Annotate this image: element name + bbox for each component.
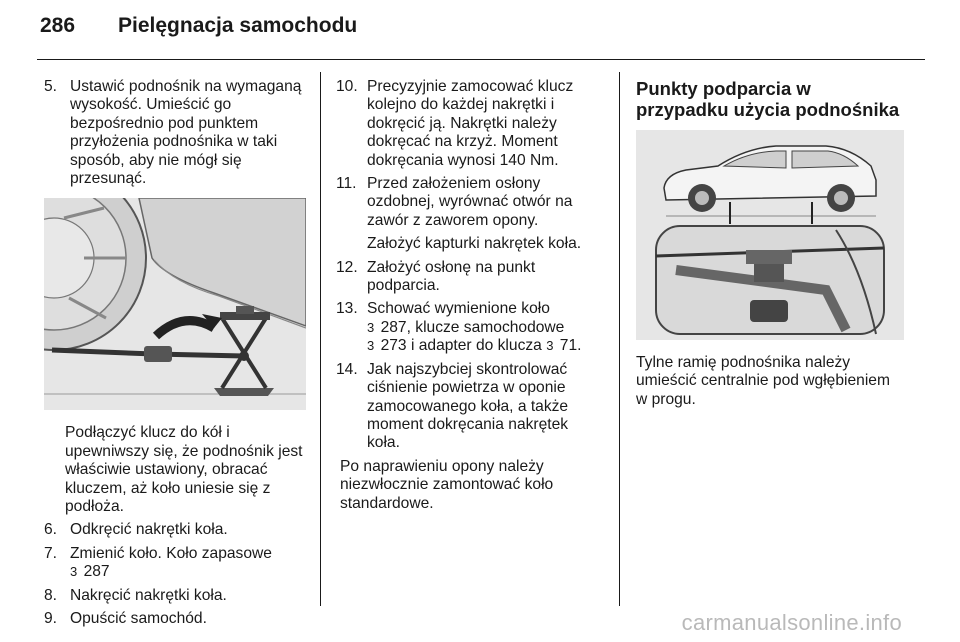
figure-caption: Tylne ramię podnośnika należy umieścić centralnie pod wgłębieniem w progu. — [636, 354, 890, 408]
step-12 — [336, 259, 594, 296]
step-8 — [44, 587, 306, 605]
header-rule — [37, 59, 925, 60]
step-6 — [44, 521, 306, 539]
closing-paragraph: Po naprawieniu opony należy niezwłocznie zamontować koło standardowe. — [340, 457, 554, 512]
step-10 — [336, 78, 594, 170]
step-number: 10. — [336, 78, 358, 95]
step-14 — [336, 361, 594, 453]
step-text: Opuścić samochód. — [70, 610, 207, 628]
step-9 — [44, 610, 306, 628]
jack-illustration — [44, 198, 306, 410]
step-text: Jak najszybciej skontrolować ciśnienie powietrza w oponie zamocowanego koła, a także moment dokręcania nakrętek koła. — [367, 360, 569, 452]
step-13 — [336, 300, 594, 355]
step-5-continuation: Podłączyć klucz do kół i upewniwszy się, że podnośnik jest właściwie ustawiony, obracać kluczem, aż koło uniesie się z podłoża. — [65, 424, 303, 516]
ref-suffix: i adapter do klucza — [406, 337, 542, 355]
page-reference-link[interactable]: 273 — [380, 337, 407, 355]
step-number: 11. — [336, 175, 357, 193]
cross-reference-arrow-icon: 3 — [70, 564, 78, 580]
step-number: 14. — [336, 360, 358, 378]
step-text: Nakręcić nakrętki koła. — [70, 586, 227, 604]
watermark: carmanualsonline.info — [681, 610, 902, 635]
cross-reference-arrow-icon: 3 — [367, 319, 375, 335]
step-number: 9. — [44, 610, 58, 628]
column-divider-1 — [320, 72, 321, 606]
step-text: Precyzyjnie zamocować klucz kolejno do każdej nakrętki i dokręcić ją. Nakrętki należy dokręcać na krzyż. Moment dokręcania wynosi 140 Nm. — [367, 78, 574, 169]
page-reference-link[interactable]: 71 — [559, 337, 578, 355]
page-number: 286 — [40, 14, 76, 37]
car-jacking-point-icon — [636, 130, 904, 340]
column-divider-2 — [619, 72, 620, 606]
chapter-title: Pielęgnacja samochodu — [118, 14, 358, 37]
ref-suffix: . — [577, 337, 582, 355]
cross-reference-arrow-icon: 3 — [546, 338, 554, 354]
step-11-continuation: Założyć kapturki nakrętek koła. — [367, 235, 582, 253]
step-text: Zmienić koło. Koło zapasowe — [70, 544, 272, 562]
step-number: 13. — [336, 300, 358, 318]
step-text: Ustawić podnośnik na wymaganą wysokość. Umieścić go bezpośrednio pod punktem przyłożenia podnośnika w taki sposób, aby nie mógł się przesunąć. — [70, 78, 302, 188]
step-text-wrap — [65, 545, 306, 582]
step-text: Schować wymienione koło — [367, 300, 550, 318]
cross-reference-arrow-icon: 3 — [367, 338, 375, 354]
step-text: Przed założeniem osłony ozdobnej, wyrównać otwór na zawór z zaworem opony. — [367, 175, 573, 229]
step-text-wrap — [362, 300, 594, 355]
step-number: 8. — [44, 586, 58, 604]
section-heading: Punkty podparcia w przypadku użycia podnośnika — [636, 78, 900, 120]
jacking-points-illustration — [636, 130, 904, 340]
scissor-jack-under-car-icon — [44, 198, 306, 410]
step-number: 5. — [44, 78, 58, 95]
step-number: 12. — [336, 258, 358, 276]
page-reference-link[interactable]: 287 — [83, 563, 110, 581]
step-7 — [44, 545, 306, 582]
step-text: Odkręcić nakrętki koła. — [70, 521, 228, 539]
column-2 — [336, 78, 594, 518]
page-reference-link[interactable]: 287 — [380, 318, 407, 336]
ref-suffix: , klucze samochodowe — [406, 318, 565, 336]
column-3 — [636, 78, 904, 414]
step-text: Założyć osłonę na punkt podparcia. — [367, 258, 536, 295]
column-1 — [44, 78, 306, 634]
step-number: 6. — [44, 521, 58, 539]
step-5 — [44, 78, 306, 188]
step-number: 7. — [44, 544, 58, 562]
step-11 — [336, 175, 594, 230]
